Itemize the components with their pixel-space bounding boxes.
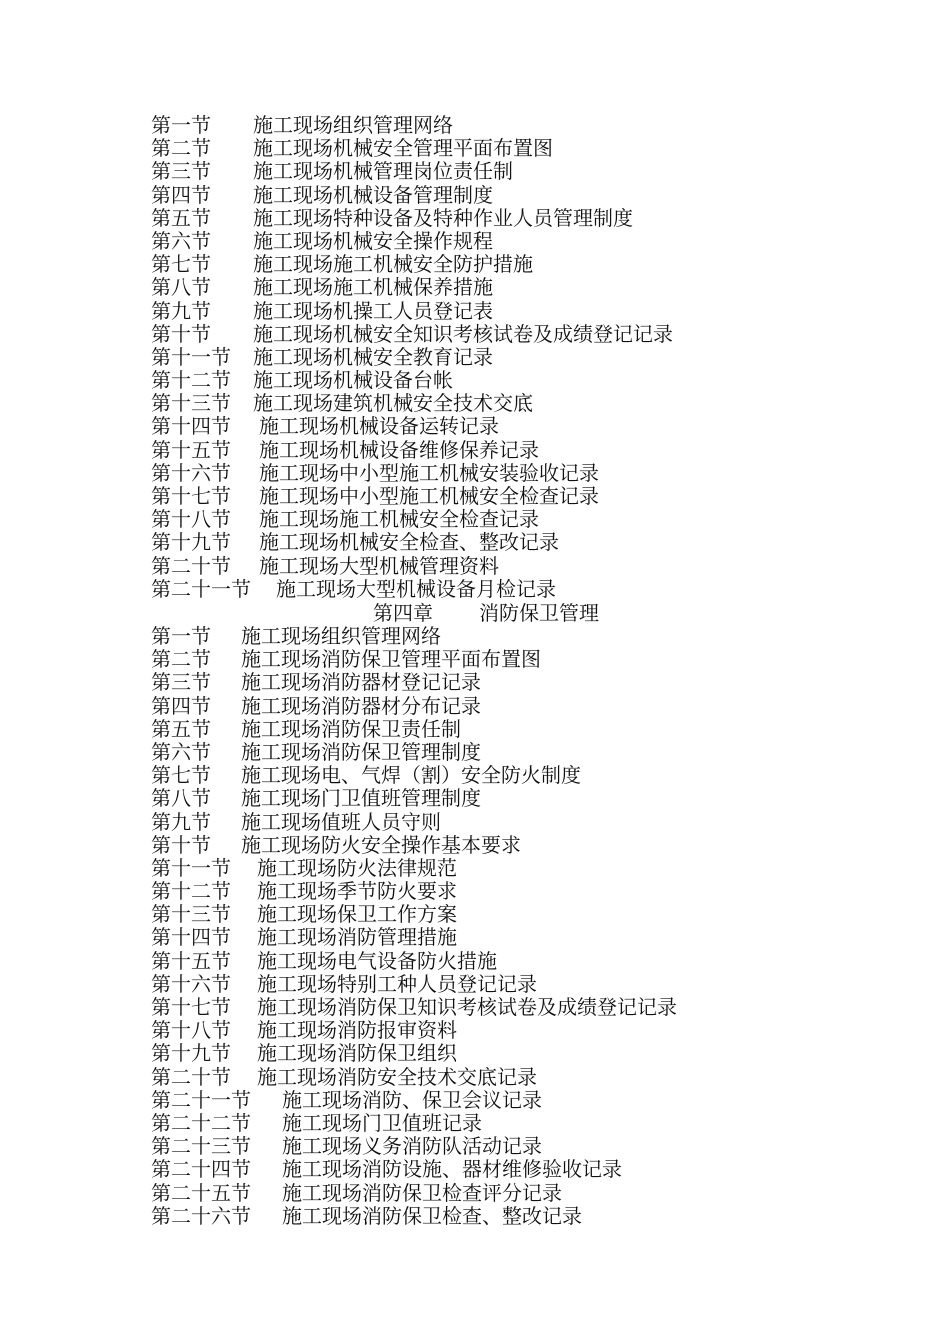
section-number: 第三节 bbox=[151, 159, 211, 184]
section-title: 施工现场消防保卫知识考核试卷及成绩登记记录 bbox=[257, 995, 677, 1019]
section-number: 第十节 bbox=[151, 832, 211, 857]
list-item bbox=[151, 1158, 851, 1181]
list-item bbox=[151, 1135, 851, 1158]
section-number: 第六节 bbox=[151, 739, 211, 764]
list-item bbox=[151, 508, 851, 531]
list-item bbox=[151, 578, 851, 601]
list-item bbox=[151, 439, 851, 462]
list-item bbox=[151, 625, 851, 648]
list-item bbox=[151, 926, 851, 949]
section-title: 施工现场消防管理措施 bbox=[257, 925, 457, 950]
section-title: 施工现场门卫值班管理制度 bbox=[241, 786, 481, 811]
section-title: 施工现场机械管理岗位责任制 bbox=[253, 159, 513, 184]
list-item bbox=[151, 857, 851, 880]
section-title: 施工现场消防保卫检查、整改记录 bbox=[282, 1203, 582, 1228]
section-number: 第二十五节 bbox=[151, 1180, 251, 1205]
list-item bbox=[151, 415, 851, 438]
section-number: 第二十节 bbox=[151, 1064, 231, 1089]
section-title: 施工现场值班人员守则 bbox=[241, 809, 441, 834]
section-title: 施工现场组织管理网络 bbox=[253, 113, 453, 137]
list-item bbox=[151, 1205, 851, 1228]
section-number: 第二十二节 bbox=[151, 1110, 251, 1135]
section-title: 施工现场机械安全知识考核试卷及成绩登记记录 bbox=[253, 321, 673, 346]
section-title: 施工现场特别工种人员登记记录 bbox=[257, 971, 537, 996]
section-title: 施工现场电气设备防火措施 bbox=[257, 948, 497, 973]
section-number: 第十九节 bbox=[151, 1041, 231, 1066]
section-number: 第二十六节 bbox=[151, 1203, 251, 1228]
section-title: 施工现场机械设备管理制度 bbox=[253, 182, 493, 207]
list-item bbox=[151, 207, 851, 230]
section-number: 第五节 bbox=[151, 205, 211, 230]
list-item bbox=[151, 811, 851, 834]
section-list-mechanical bbox=[151, 114, 851, 601]
section-number: 第二节 bbox=[151, 136, 211, 161]
list-item bbox=[151, 392, 851, 415]
list-item bbox=[151, 114, 851, 137]
list-item bbox=[151, 1019, 851, 1042]
section-number: 第二十三节 bbox=[151, 1134, 251, 1159]
section-title: 施工现场大型机械管理资料 bbox=[259, 553, 499, 578]
section-number: 第十二节 bbox=[151, 368, 231, 393]
section-title: 施工现场消防、保卫会议记录 bbox=[282, 1087, 542, 1112]
list-item bbox=[151, 950, 851, 973]
list-item bbox=[151, 764, 851, 787]
section-title: 施工现场机械安全教育记录 bbox=[253, 344, 493, 369]
section-title: 施工现场门卫值班记录 bbox=[282, 1110, 482, 1135]
section-number: 第一节 bbox=[151, 624, 211, 648]
section-title: 施工现场消防保卫检查评分记录 bbox=[282, 1180, 562, 1205]
section-number: 第九节 bbox=[151, 298, 211, 323]
section-title: 施工现场消防保卫管理制度 bbox=[241, 739, 481, 764]
list-item bbox=[151, 718, 851, 741]
section-number: 第十四节 bbox=[151, 925, 231, 950]
list-item bbox=[151, 903, 851, 926]
list-item bbox=[151, 787, 851, 810]
section-number: 第十七节 bbox=[151, 484, 231, 508]
list-item bbox=[151, 1182, 851, 1205]
list-item bbox=[151, 973, 851, 996]
section-title: 施工现场消防器材分布记录 bbox=[241, 693, 481, 718]
section-title: 施工现场消防保卫责任制 bbox=[241, 716, 461, 741]
list-item bbox=[151, 160, 851, 183]
list-item bbox=[151, 1066, 851, 1089]
list-item bbox=[151, 346, 851, 369]
section-title: 施工现场组织管理网络 bbox=[241, 624, 441, 648]
section-title: 施工现场义务消防队活动记录 bbox=[282, 1134, 542, 1159]
section-number: 第十四节 bbox=[151, 414, 231, 439]
section-title: 施工现场施工机械保养措施 bbox=[253, 275, 493, 300]
section-title: 施工现场消防保卫管理平面布置图 bbox=[241, 647, 541, 672]
section-title: 施工现场机械设备运转记录 bbox=[259, 414, 499, 439]
section-number: 第七节 bbox=[151, 763, 211, 788]
list-item bbox=[151, 834, 851, 857]
list-item bbox=[151, 671, 851, 694]
section-number: 第二十四节 bbox=[151, 1157, 251, 1182]
section-number: 第三节 bbox=[151, 670, 211, 695]
section-title: 施工现场消防报审资料 bbox=[257, 1018, 457, 1043]
list-item bbox=[151, 1042, 851, 1065]
section-number: 第十六节 bbox=[151, 460, 231, 485]
section-title: 施工现场机械设备台帐 bbox=[253, 368, 453, 393]
section-number: 第十一节 bbox=[151, 855, 231, 880]
section-number: 第一节 bbox=[151, 113, 211, 137]
section-number: 第二十一节 bbox=[151, 1087, 251, 1112]
section-title: 施工现场大型机械设备月检记录 bbox=[276, 576, 556, 601]
list-item bbox=[151, 1089, 851, 1112]
section-number: 第十五节 bbox=[151, 437, 231, 462]
section-number: 第十节 bbox=[151, 321, 211, 346]
list-item bbox=[151, 648, 851, 671]
section-number: 第十七节 bbox=[151, 995, 231, 1019]
list-item bbox=[151, 695, 851, 718]
section-title: 施工现场电、气焊（割）安全防火制度 bbox=[241, 763, 581, 788]
list-item bbox=[151, 996, 851, 1019]
list-item bbox=[151, 369, 851, 392]
section-title: 施工现场机械安全检查、整改记录 bbox=[259, 530, 559, 555]
list-item bbox=[151, 531, 851, 554]
section-number: 第十六节 bbox=[151, 971, 231, 996]
section-number: 第十八节 bbox=[151, 1018, 231, 1043]
list-item bbox=[151, 184, 851, 207]
section-number: 第六节 bbox=[151, 228, 211, 253]
section-number: 第九节 bbox=[151, 809, 211, 834]
section-number: 第四节 bbox=[151, 693, 211, 718]
section-title: 施工现场防火安全操作基本要求 bbox=[241, 832, 521, 857]
section-list-fire-security bbox=[151, 625, 851, 1228]
section-title: 施工现场机操工人员登记表 bbox=[253, 298, 493, 323]
list-item bbox=[151, 276, 851, 299]
section-title: 施工现场消防器材登记记录 bbox=[241, 670, 481, 695]
section-number: 第二十一节 bbox=[151, 576, 251, 601]
section-title: 施工现场消防保卫组织 bbox=[257, 1041, 457, 1066]
section-title: 施工现场消防安全技术交底记录 bbox=[257, 1064, 537, 1089]
list-item bbox=[151, 741, 851, 764]
list-item bbox=[151, 462, 851, 485]
section-title: 施工现场建筑机械安全技术交底 bbox=[253, 391, 533, 416]
section-number: 第十二节 bbox=[151, 879, 231, 904]
section-number: 第七节 bbox=[151, 252, 211, 277]
chapter-number: 第四章 bbox=[373, 601, 433, 625]
section-number: 第五节 bbox=[151, 716, 211, 741]
section-number: 第十九节 bbox=[151, 530, 231, 555]
section-number: 第十三节 bbox=[151, 391, 231, 416]
section-number: 第二节 bbox=[151, 647, 211, 672]
section-number: 第四节 bbox=[151, 182, 211, 207]
section-number: 第二十节 bbox=[151, 553, 231, 578]
section-title: 施工现场机械安全操作规程 bbox=[253, 228, 493, 253]
section-title: 施工现场施工机械安全防护措施 bbox=[253, 252, 533, 277]
list-item bbox=[151, 253, 851, 276]
section-title: 施工现场消防设施、器材维修验收记录 bbox=[282, 1157, 622, 1182]
section-title: 施工现场施工机械安全检查记录 bbox=[259, 507, 539, 532]
section-title: 施工现场特种设备及特种作业人员管理制度 bbox=[253, 205, 633, 230]
list-item bbox=[151, 485, 851, 508]
section-title: 施工现场中小型施工机械安全检查记录 bbox=[259, 484, 599, 508]
list-item bbox=[151, 880, 851, 903]
section-title: 施工现场机械设备维修保养记录 bbox=[259, 437, 539, 462]
chapter-title: 消防保卫管理 bbox=[479, 601, 599, 625]
list-item bbox=[151, 1112, 851, 1135]
section-title: 施工现场防火法律规范 bbox=[257, 855, 457, 880]
list-item bbox=[151, 137, 851, 160]
section-title: 施工现场保卫工作方案 bbox=[257, 902, 457, 927]
section-number: 第八节 bbox=[151, 275, 211, 300]
section-number: 第十三节 bbox=[151, 902, 231, 927]
list-item bbox=[151, 555, 851, 578]
list-item bbox=[151, 230, 851, 253]
section-number: 第十五节 bbox=[151, 948, 231, 973]
section-title: 施工现场中小型施工机械安装验收记录 bbox=[259, 460, 599, 485]
list-item bbox=[151, 300, 851, 323]
section-number: 第八节 bbox=[151, 786, 211, 811]
chapter-heading bbox=[373, 602, 599, 625]
list-item bbox=[151, 323, 851, 346]
section-title: 施工现场机械安全管理平面布置图 bbox=[253, 136, 553, 161]
section-number: 第十八节 bbox=[151, 507, 231, 532]
section-title: 施工现场季节防火要求 bbox=[257, 879, 457, 904]
section-number: 第十一节 bbox=[151, 344, 231, 369]
